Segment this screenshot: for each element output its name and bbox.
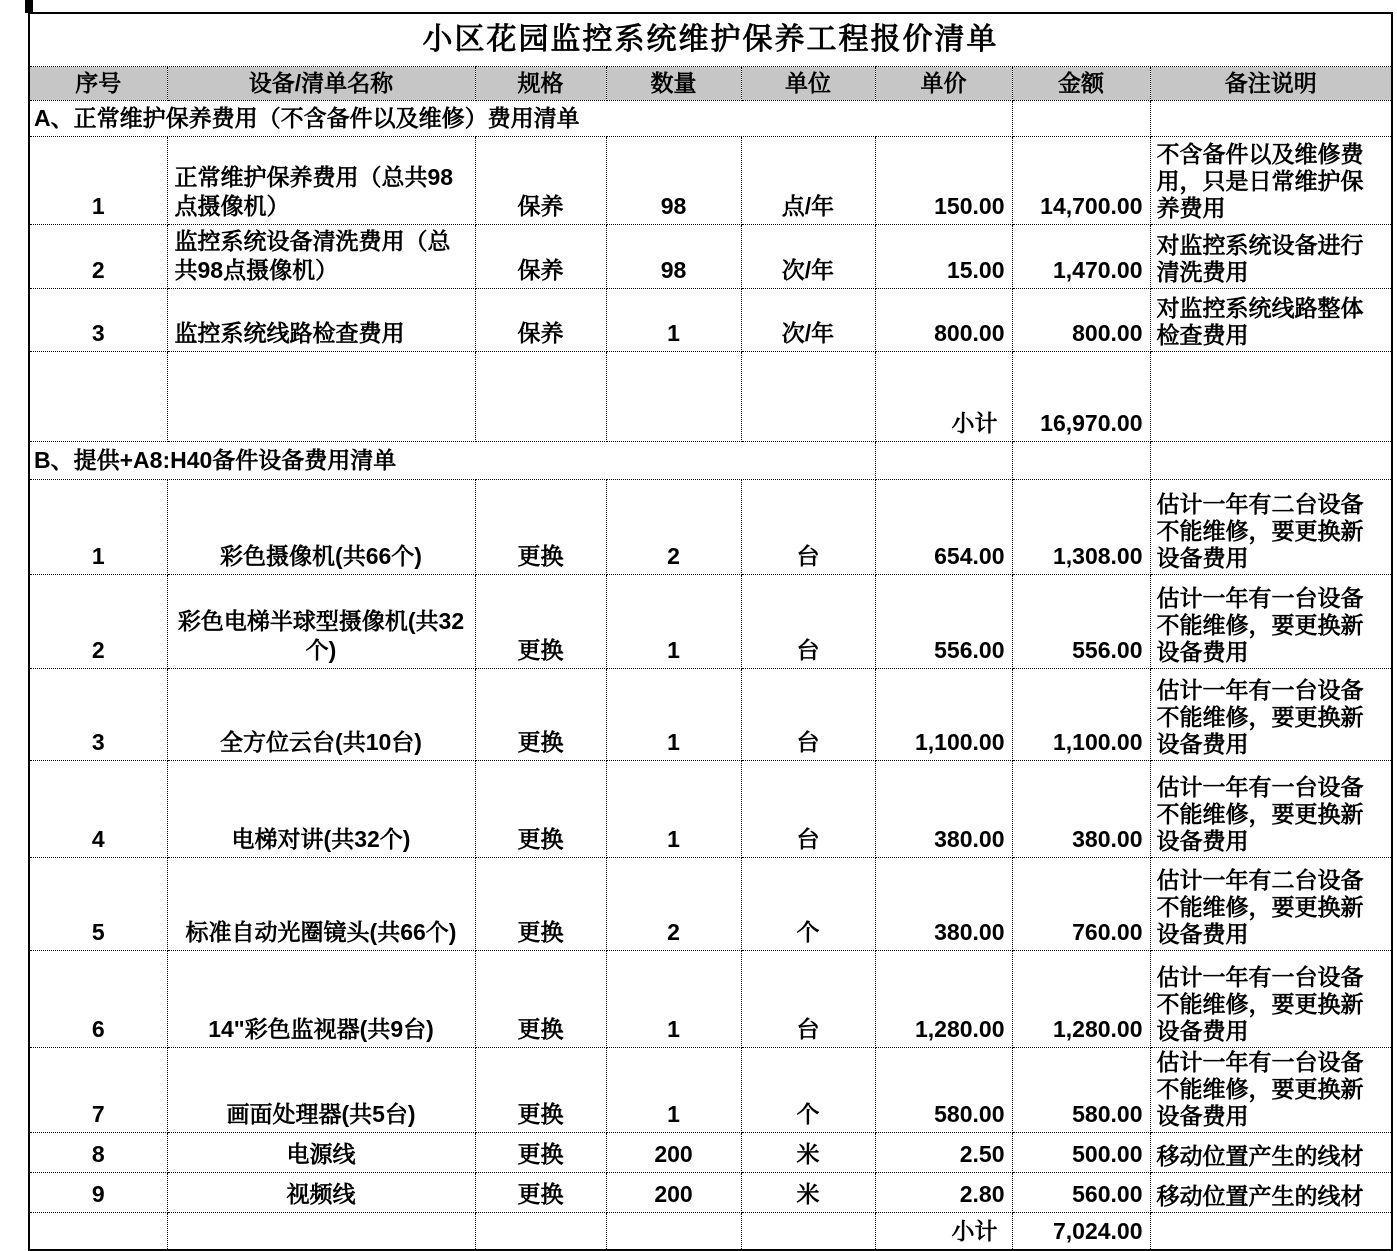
cell-price: 380.00 bbox=[875, 857, 1012, 950]
item-row-b9 bbox=[29, 1172, 1392, 1212]
empty-cell bbox=[29, 351, 167, 441]
cell-spec: 保养 bbox=[475, 288, 606, 351]
empty-cell bbox=[1012, 441, 1150, 479]
col-header-price: 单价 bbox=[875, 66, 1012, 100]
item-row-b8 bbox=[29, 1132, 1392, 1172]
column-header-row bbox=[29, 66, 1392, 100]
empty-cell bbox=[875, 441, 1012, 479]
item-row-b2 bbox=[29, 574, 1392, 668]
cell-qty: 1 bbox=[606, 760, 741, 857]
cell-unit: 台 bbox=[741, 760, 875, 857]
empty-cell bbox=[29, 1212, 167, 1250]
cell-remark: 估计一年有一台设备不能维修，要更换新设备费用 bbox=[1150, 950, 1392, 1047]
subtotal-amount: 7,024.00 bbox=[1012, 1212, 1150, 1250]
cell-amount: 580.00 bbox=[1012, 1047, 1150, 1132]
cell-name: 全方位云台(共10台) bbox=[167, 668, 475, 760]
item-row-a3 bbox=[29, 288, 1392, 351]
subtotal-amount: 16,970.00 bbox=[1012, 351, 1150, 441]
cell-amount: 800.00 bbox=[1012, 288, 1150, 351]
cell-spec: 更换 bbox=[475, 668, 606, 760]
cell-unit: 台 bbox=[741, 479, 875, 574]
cell-qty: 98 bbox=[606, 136, 741, 224]
empty-cell bbox=[606, 1212, 741, 1250]
subtotal-label: 小计 bbox=[875, 1212, 1012, 1250]
cell-price: 150.00 bbox=[875, 136, 1012, 224]
item-row-a2 bbox=[29, 224, 1392, 288]
empty-cell bbox=[1012, 100, 1150, 136]
cell-remark: 估计一年有一台设备不能维修，要更换新设备费用 bbox=[1150, 1047, 1392, 1132]
section-b-header-row bbox=[29, 441, 1392, 479]
cell-amount: 14,700.00 bbox=[1012, 136, 1150, 224]
cell-name: 视频线 bbox=[167, 1172, 475, 1212]
empty-cell bbox=[1150, 100, 1392, 136]
cell-no: 3 bbox=[29, 668, 167, 760]
cell-name: 电源线 bbox=[167, 1132, 475, 1172]
cell-unit: 米 bbox=[741, 1132, 875, 1172]
cell-no: 1 bbox=[29, 479, 167, 574]
cell-no: 1 bbox=[29, 136, 167, 224]
cell-remark: 移动位置产生的线材 bbox=[1150, 1172, 1392, 1212]
cell-no: 2 bbox=[29, 224, 167, 288]
cell-unit: 台 bbox=[741, 668, 875, 760]
cell-qty: 2 bbox=[606, 857, 741, 950]
cell-no: 3 bbox=[29, 288, 167, 351]
cell-no: 2 bbox=[29, 574, 167, 668]
col-header-name: 设备/清单名称 bbox=[167, 66, 475, 100]
empty-cell bbox=[167, 351, 475, 441]
cell-amount: 380.00 bbox=[1012, 760, 1150, 857]
cell-unit: 米 bbox=[741, 1172, 875, 1212]
empty-cell bbox=[606, 351, 741, 441]
cell-name: 监控系统线路检查费用 bbox=[167, 288, 475, 351]
cell-name: 彩色摄像机(共66个) bbox=[167, 479, 475, 574]
empty-cell bbox=[741, 1212, 875, 1250]
cell-amount: 1,100.00 bbox=[1012, 668, 1150, 760]
item-row-a1 bbox=[29, 136, 1392, 224]
cell-spec: 保养 bbox=[475, 136, 606, 224]
cell-unit: 台 bbox=[741, 950, 875, 1047]
cell-remark: 对监控系统线路整体检查费用 bbox=[1150, 288, 1392, 351]
cell-name: 电梯对讲(共32个) bbox=[167, 760, 475, 857]
title-row bbox=[29, 13, 1392, 66]
cell-unit: 次/年 bbox=[741, 288, 875, 351]
col-header-spec: 规格 bbox=[475, 66, 606, 100]
section-b-title: B、提供+A8:H40备件设备费用清单 bbox=[29, 441, 875, 479]
subtotal-row-a bbox=[29, 351, 1392, 441]
cell-amount: 1,280.00 bbox=[1012, 950, 1150, 1047]
col-header-unit: 单位 bbox=[741, 66, 875, 100]
cell-name: 画面处理器(共5台) bbox=[167, 1047, 475, 1132]
subtotal-row-b bbox=[29, 1212, 1392, 1250]
cell-amount: 560.00 bbox=[1012, 1172, 1150, 1212]
cell-name: 监控系统设备清洗费用（总共98点摄像机） bbox=[167, 224, 475, 288]
cell-price: 15.00 bbox=[875, 224, 1012, 288]
cell-remark: 估计一年有一台设备不能维修，要更换新设备费用 bbox=[1150, 668, 1392, 760]
col-header-qty: 数量 bbox=[606, 66, 741, 100]
cell-no: 5 bbox=[29, 857, 167, 950]
cell-remark: 不含备件以及维修费用，只是日常维护保养费用 bbox=[1150, 136, 1392, 224]
cell-spec: 更换 bbox=[475, 479, 606, 574]
cell-qty: 200 bbox=[606, 1132, 741, 1172]
cell-name: 彩色电梯半球型摄像机(共32个) bbox=[167, 574, 475, 668]
page-title: 小区花园监控系统维护保养工程报价清单 bbox=[29, 13, 1392, 66]
cell-unit: 个 bbox=[741, 857, 875, 950]
cell-qty: 1 bbox=[606, 950, 741, 1047]
cell-spec: 更换 bbox=[475, 574, 606, 668]
empty-cell bbox=[1150, 441, 1392, 479]
cell-no: 6 bbox=[29, 950, 167, 1047]
col-header-amount: 金额 bbox=[1012, 66, 1150, 100]
cell-qty: 1 bbox=[606, 288, 741, 351]
cell-spec: 更换 bbox=[475, 857, 606, 950]
cell-qty: 2 bbox=[606, 479, 741, 574]
cell-qty: 1 bbox=[606, 574, 741, 668]
cell-price: 580.00 bbox=[875, 1047, 1012, 1132]
cell-spec: 更换 bbox=[475, 760, 606, 857]
cell-remark: 估计一年有二台设备不能维修，要更换新设备费用 bbox=[1150, 857, 1392, 950]
empty-cell bbox=[1150, 351, 1392, 441]
cell-remark: 对监控系统设备进行清洗费用 bbox=[1150, 224, 1392, 288]
empty-cell bbox=[475, 1212, 606, 1250]
cell-price: 556.00 bbox=[875, 574, 1012, 668]
cell-price: 1,280.00 bbox=[875, 950, 1012, 1047]
cell-remark: 移动位置产生的线材 bbox=[1150, 1132, 1392, 1172]
cell-unit: 台 bbox=[741, 574, 875, 668]
cell-unit: 个 bbox=[741, 1047, 875, 1132]
col-header-remark: 备注说明 bbox=[1150, 66, 1392, 100]
cell-qty: 1 bbox=[606, 668, 741, 760]
col-header-no: 序号 bbox=[29, 66, 167, 100]
section-a-title: A、正常维护保养费用（不含备件以及维修）费用清单 bbox=[29, 100, 1012, 136]
cell-name: 标准自动光圈镜头(共66个) bbox=[167, 857, 475, 950]
empty-cell bbox=[167, 1212, 475, 1250]
empty-cell bbox=[1150, 1212, 1392, 1250]
cell-spec: 更换 bbox=[475, 1132, 606, 1172]
cell-unit: 点/年 bbox=[741, 136, 875, 224]
cell-no: 4 bbox=[29, 760, 167, 857]
cell-spec: 更换 bbox=[475, 1047, 606, 1132]
cell-spec: 更换 bbox=[475, 950, 606, 1047]
empty-cell bbox=[475, 351, 606, 441]
cell-qty: 98 bbox=[606, 224, 741, 288]
cell-price: 1,100.00 bbox=[875, 668, 1012, 760]
cell-price: 2.80 bbox=[875, 1172, 1012, 1212]
cell-name: 14"彩色监视器(共9台) bbox=[167, 950, 475, 1047]
item-row-b5 bbox=[29, 857, 1392, 950]
cell-amount: 1,308.00 bbox=[1012, 479, 1150, 574]
empty-cell bbox=[741, 351, 875, 441]
cell-qty: 200 bbox=[606, 1172, 741, 1212]
cell-amount: 760.00 bbox=[1012, 857, 1150, 950]
cell-price: 654.00 bbox=[875, 479, 1012, 574]
cell-qty: 1 bbox=[606, 1047, 741, 1132]
cell-price: 380.00 bbox=[875, 760, 1012, 857]
item-row-b6 bbox=[29, 950, 1392, 1047]
cell-price: 800.00 bbox=[875, 288, 1012, 351]
cell-amount: 500.00 bbox=[1012, 1132, 1150, 1172]
cell-no: 8 bbox=[29, 1132, 167, 1172]
cell-spec: 保养 bbox=[475, 224, 606, 288]
cell-no: 7 bbox=[29, 1047, 167, 1132]
cell-spec: 更换 bbox=[475, 1172, 606, 1212]
cell-remark: 估计一年有一台设备不能维修，要更换新设备费用 bbox=[1150, 760, 1392, 857]
item-row-b3 bbox=[29, 668, 1392, 760]
cell-name: 正常维护保养费用（总共98点摄像机） bbox=[167, 136, 475, 224]
cell-unit: 次/年 bbox=[741, 224, 875, 288]
quotation-table bbox=[28, 12, 1393, 1251]
cell-price: 2.50 bbox=[875, 1132, 1012, 1172]
cell-remark: 估计一年有二台设备不能维修，要更换新设备费用 bbox=[1150, 479, 1392, 574]
cell-amount: 1,470.00 bbox=[1012, 224, 1150, 288]
cell-amount: 556.00 bbox=[1012, 574, 1150, 668]
item-row-b4 bbox=[29, 760, 1392, 857]
cell-remark: 估计一年有一台设备不能维修，要更换新设备费用 bbox=[1150, 574, 1392, 668]
subtotal-label: 小计 bbox=[875, 351, 1012, 441]
cell-no: 9 bbox=[29, 1172, 167, 1212]
item-row-b1 bbox=[29, 479, 1392, 574]
section-a-header-row bbox=[29, 100, 1392, 136]
item-row-b7 bbox=[29, 1047, 1392, 1132]
